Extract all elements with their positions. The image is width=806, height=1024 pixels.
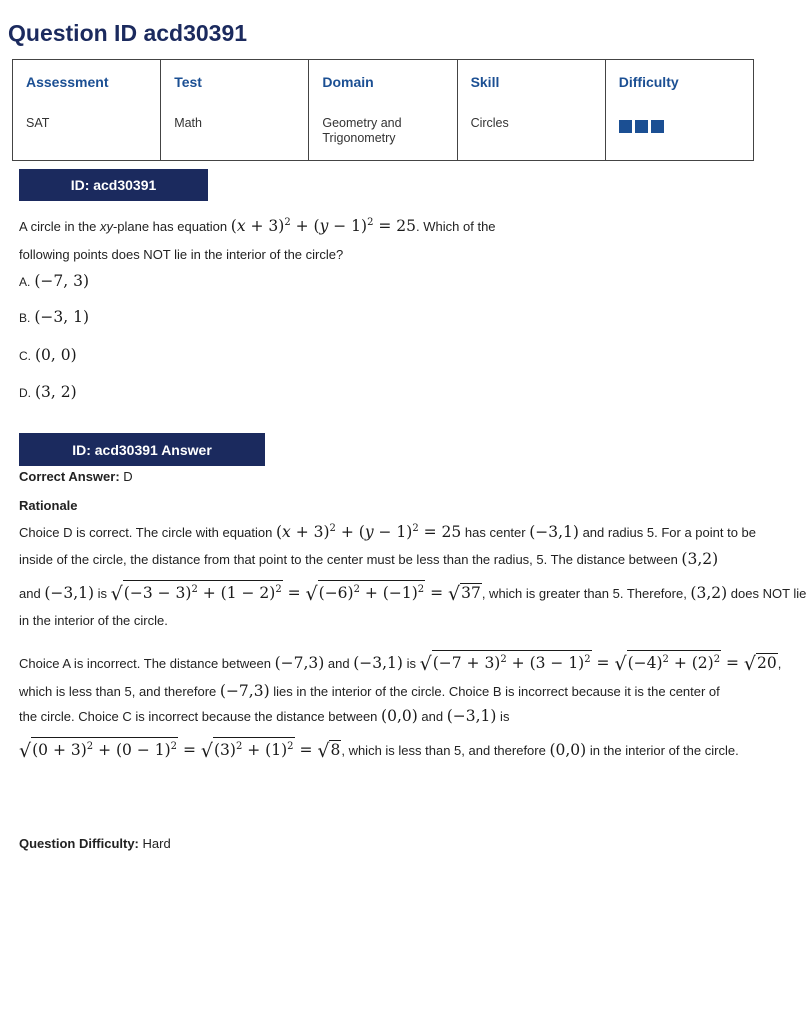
answer-choice-d — [19, 383, 77, 401]
meta-assessment-value: SAT — [26, 116, 50, 130]
answer-choice-b — [19, 308, 89, 326]
meta-domain-value: Geometry and Trigonometry — [322, 116, 402, 145]
stem-text: . Which of the — [416, 219, 496, 234]
rationale-text: and — [324, 656, 354, 671]
rationale-p2-line4 — [19, 737, 739, 762]
answer-choice-c — [19, 346, 77, 364]
correct-answer-label: Correct Answer: — [19, 469, 120, 484]
answer-choice-a — [19, 272, 89, 290]
rationale-text: the circle. Choice C is incorrect because the distance between — [19, 709, 382, 724]
question-id-banner: ID: acd30391 — [19, 169, 208, 201]
rationale-p2-line3 — [19, 707, 509, 725]
rationale-p1-line1 — [19, 523, 756, 541]
center-point: (−3,1) — [353, 654, 403, 672]
rationale-text: lies in the interior of the circle. Choice B is incorrect because it is the center of — [269, 684, 720, 699]
question-difficulty-line — [19, 836, 171, 851]
circle-equation: $(x + 3)^2 + (y - 1)^2 = 25$ — [230, 217, 417, 235]
meta-test-value: Math — [174, 116, 202, 130]
choice-letter: C. — [19, 349, 31, 363]
correct-answer-value: D — [123, 469, 133, 484]
stem-xy: xy — [99, 219, 113, 234]
point-a: (−7,3) — [274, 654, 325, 672]
rationale-text: Choice A is incorrect. The distance between — [19, 656, 275, 671]
choice-letter: D. — [19, 386, 31, 400]
rationale-p1-line2 — [19, 550, 718, 568]
point-c: (0,0) — [381, 707, 418, 725]
choice-value: (0, 0) — [35, 346, 77, 364]
difficulty-box-3 — [651, 120, 664, 133]
choice-value: (−3, 1) — [34, 308, 90, 326]
meta-cell-skill — [457, 60, 605, 161]
meta-skill-label: Skill — [470, 74, 500, 90]
choice-letter: A. — [19, 275, 31, 289]
meta-cell-test — [161, 60, 309, 161]
rationale-text: is — [496, 709, 510, 724]
point-d: (3,2) — [690, 584, 728, 602]
choice-value: (−7, 3) — [34, 272, 90, 290]
rationale-p2-line2 — [19, 682, 720, 700]
point-a: (−7,3) — [219, 682, 270, 700]
page-title: Question ID acd30391 — [8, 20, 248, 46]
stem-text: A circle in the — [19, 219, 100, 234]
center-point: (−3,1) — [44, 584, 95, 602]
question-difficulty-value: Hard — [142, 836, 171, 851]
rationale-text: inside of the circle, the distance from that point to the center must be less than the radius, 5. The distance between — [19, 552, 682, 567]
center-point: (−3,1) — [529, 523, 579, 541]
difficulty-box-2 — [635, 120, 648, 133]
point-d: (3,2) — [681, 550, 719, 568]
meta-cell-difficulty — [605, 60, 753, 161]
meta-test-label: Test — [174, 74, 202, 90]
rationale-text: and — [417, 709, 447, 724]
point-c: (0,0) — [549, 741, 587, 759]
meta-difficulty-label: Difficulty — [618, 74, 679, 90]
rationale-text: , which is greater than 5. Therefore, — [481, 586, 691, 601]
rationale-heading: Rationale — [19, 498, 78, 513]
meta-cell-assessment — [13, 60, 161, 161]
rationale-text: and — [19, 586, 45, 601]
rationale-text: which is less than 5, and therefore — [19, 684, 220, 699]
rationale-text: Choice D is correct. The circle with equation — [19, 525, 276, 540]
distance-calc-a: $√(-7 + 3)^2 + (3 - 1)^2 = √(-4)^2 + (2)^2 = √20$ — [420, 654, 778, 672]
difficulty-indicator — [619, 120, 740, 133]
question-difficulty-label: Question Difficulty: — [19, 836, 139, 851]
rationale-p2-line1: Choice A is incorrect. The distance between (−7,3) and (−3,1) is $√(-7 + 3)^2 + (3 - 1)^2 = √(-4)^2 + (2)^2 = √20$, — [19, 650, 781, 675]
rationale-text: is — [94, 586, 111, 601]
rationale-text: is — [402, 656, 420, 671]
circle-equation: $(x + 3)^2 + (y - 1)^2 = 25$ — [275, 523, 462, 541]
rationale-text: has center — [461, 525, 530, 540]
meta-cell-domain — [309, 60, 457, 161]
difficulty-box-1 — [619, 120, 632, 133]
distance-calc-c: $√(0 + 3)^2 + (0 - 1)^2 = √(3)^2 + (1)^2 = √8$ — [19, 741, 341, 759]
answer-id-banner: ID: acd30391 Answer — [19, 433, 265, 466]
choice-value: (3, 2) — [35, 383, 77, 401]
choice-letter: B. — [19, 311, 31, 325]
question-stem-line1 — [19, 217, 496, 235]
question-stem-line2: following points does NOT lie in the interior of the circle? — [19, 247, 344, 262]
rationale-text: , which is less than 5, and therefore — [341, 743, 550, 758]
meta-assessment-label: Assessment — [26, 74, 109, 90]
center-point: (−3,1) — [446, 707, 497, 725]
rationale-p1-line3 — [19, 580, 806, 605]
rationale-text: in the interior of the circle. — [586, 743, 739, 758]
rationale-text: does NOT lie — [727, 586, 806, 601]
rationale-text: and radius 5. For a point to be — [578, 525, 757, 540]
rationale-p1-line4: in the interior of the circle. — [19, 613, 168, 628]
stem-text: -plane has equation — [112, 219, 231, 234]
correct-answer-line — [19, 469, 133, 484]
meta-skill-value: Circles — [470, 116, 509, 130]
question-metadata-table — [12, 59, 754, 161]
meta-domain-label: Domain — [322, 74, 374, 90]
distance-calc-d: $√(-3 - 3)^2 + (1 - 2)^2 = √(-6)^2 + (-1)^2 = √37$ — [111, 584, 482, 602]
